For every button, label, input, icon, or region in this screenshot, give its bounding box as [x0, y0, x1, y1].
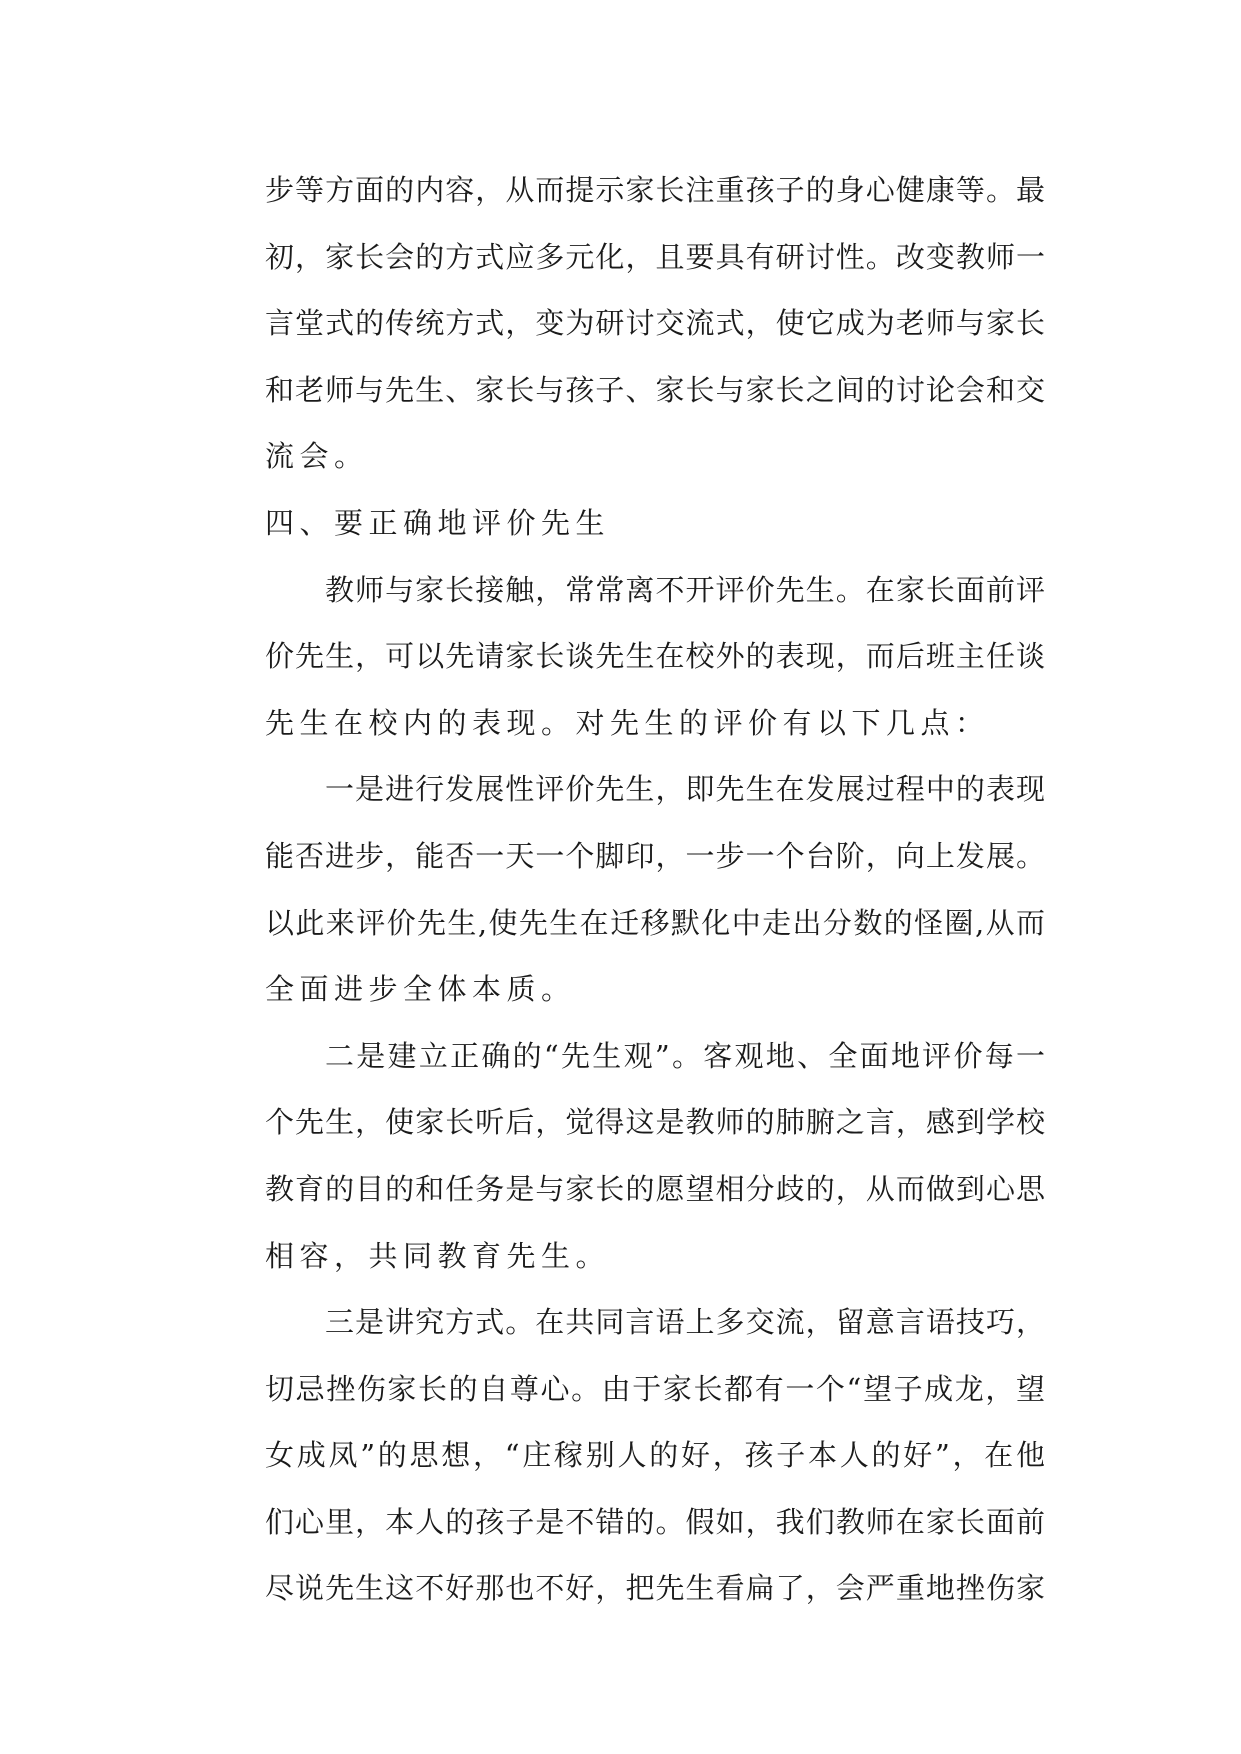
text-line: 和老师与先生、家长与孩子、家长与家长之间的讨论会和交 [265, 372, 1045, 407]
text-line: 女成凤”的思想，“庄稼别人的好，孩子本人的好”，在他 [265, 1438, 1045, 1473]
text-line: 价先生，可以先请家长谈先生在校外的表现，而后班主任谈 [265, 639, 1045, 674]
text-line: 以此来评价先生,使先生在迁移默化中走出分数的怪圈,从而 [265, 905, 1045, 940]
section-heading: 四、要正确地评价先生 [265, 505, 611, 540]
text-line: 尽说先生这不好那也不好，把先生看扁了，会严重地挫伤家 [265, 1571, 1045, 1606]
text-line: 们心里，本人的孩子是不错的。假如，我们教师在家长面前 [265, 1504, 1045, 1539]
text-line: 切忌挫伤家长的自尊心。由于家长都有一个“望子成龙，望 [265, 1371, 1045, 1406]
text-line: 相容，共同教育先生。 [265, 1238, 611, 1273]
paragraph-first-line: 一是进行发展性评价先生，即先生在发展过程中的表现 [325, 772, 1045, 807]
paragraph-first-line: 三是讲究方式。在共同言语上多交流，留意言语技巧， [325, 1305, 1045, 1340]
text-line: 教育的目的和任务是与家长的愿望相分歧的，从而做到心思 [265, 1171, 1045, 1206]
text-line: 初，家长会的方式应多元化，且要具有研讨性。改变教师一 [265, 239, 1045, 274]
text-line: 先生在校内的表现。对先生的评价有以下几点： [265, 705, 990, 740]
text-line: 言堂式的传统方式，变为研讨交流式，使它成为老师与家长 [265, 306, 1045, 341]
text-line: 步等方面的内容，从而提示家长注重孩子的身心健康等。最 [265, 173, 1045, 207]
text-line: 个先生，使家长听后，觉得这是教师的肺腑之言，感到学校 [265, 1105, 1045, 1140]
document-body [265, 157, 1045, 1622]
paragraph-first-line: 教师与家长接触，常常离不开评价先生。在家长面前评 [325, 572, 1045, 607]
text-line: 流会。 [265, 439, 369, 474]
paragraph-first-line: 二是建立正确的“先生观”。客观地、全面地评价每一 [325, 1038, 1045, 1073]
text-line: 能否进步，能否一天一个脚印，一步一个台阶，向上发展。 [265, 838, 1045, 873]
text-line: 全面进步全体本质。 [265, 972, 576, 1007]
